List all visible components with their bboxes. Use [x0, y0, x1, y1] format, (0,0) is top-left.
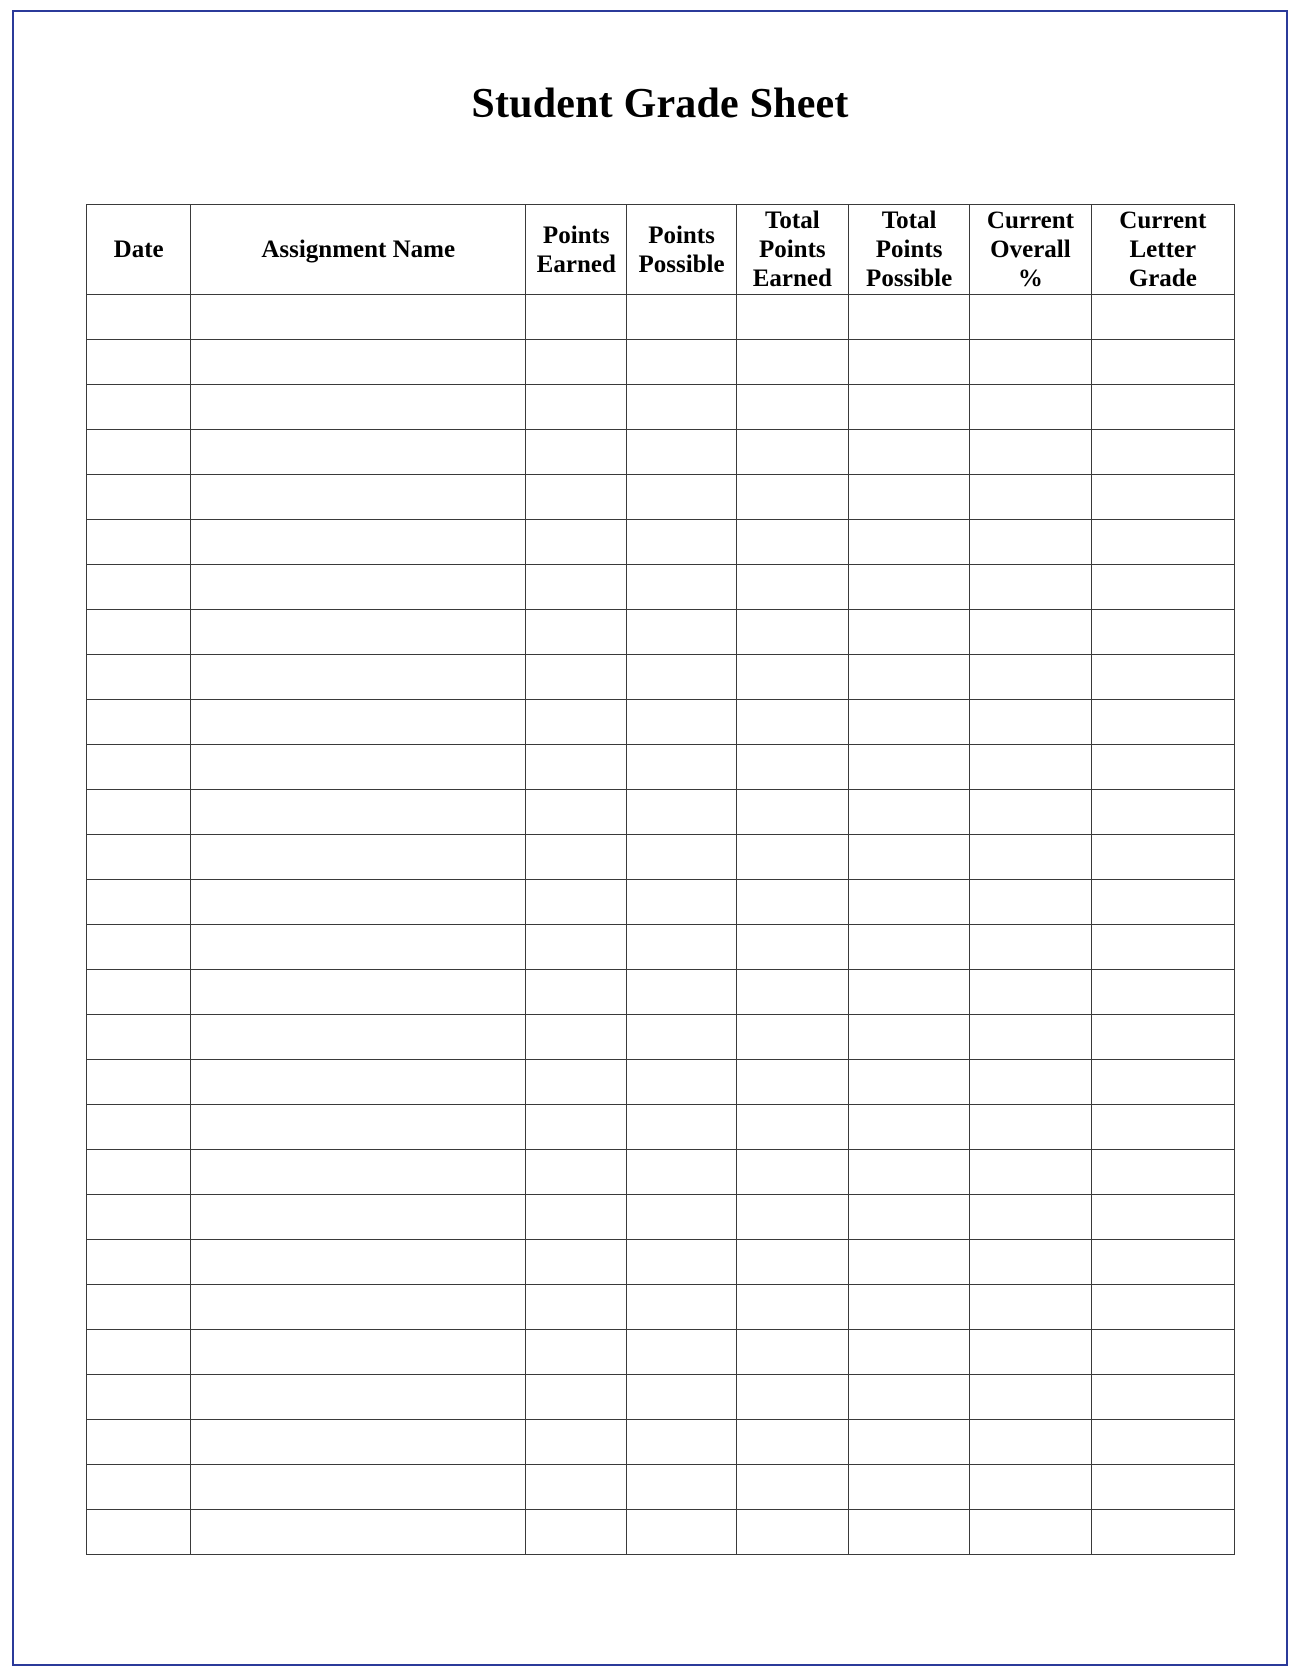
table-cell	[191, 745, 526, 790]
table-cell	[970, 295, 1091, 340]
table-cell	[87, 475, 191, 520]
table-cell	[191, 790, 526, 835]
table-cell	[191, 1105, 526, 1150]
header-line: Total	[764, 207, 820, 234]
table-cell	[526, 1240, 627, 1285]
table-row	[87, 430, 1235, 475]
table-cell	[191, 430, 526, 475]
table-cell	[970, 970, 1091, 1015]
table-cell	[848, 655, 969, 700]
table-cell	[1091, 1015, 1234, 1060]
table-cell	[1091, 835, 1234, 880]
table-cell	[627, 430, 736, 475]
table-cell	[627, 565, 736, 610]
table-cell	[736, 1150, 848, 1195]
table-cell	[736, 1105, 848, 1150]
table-cell	[526, 1015, 627, 1060]
table-row	[87, 1420, 1235, 1465]
table-cell	[627, 1195, 736, 1240]
table-row	[87, 610, 1235, 655]
col-header-points-earned	[526, 205, 627, 295]
table-cell	[848, 1015, 969, 1060]
table-cell	[848, 1330, 969, 1375]
table-cell	[87, 1060, 191, 1105]
table-cell	[87, 790, 191, 835]
table-cell	[736, 1285, 848, 1330]
table-cell	[627, 1330, 736, 1375]
table-cell	[191, 1510, 526, 1555]
table-cell	[970, 1150, 1091, 1195]
table-row	[87, 1015, 1235, 1060]
table-cell	[970, 340, 1091, 385]
table-cell	[526, 880, 627, 925]
table-cell	[970, 430, 1091, 475]
table-cell	[848, 385, 969, 430]
table-cell	[627, 835, 736, 880]
table-cell	[191, 1375, 526, 1420]
header-line: Points	[758, 236, 826, 263]
grade-table	[86, 204, 1235, 1555]
table-cell	[736, 745, 848, 790]
table-cell	[627, 925, 736, 970]
table-cell	[627, 340, 736, 385]
table-cell	[526, 835, 627, 880]
table-cell	[736, 385, 848, 430]
table-cell	[87, 1150, 191, 1195]
header-line: Date	[113, 236, 164, 263]
table-cell	[627, 880, 736, 925]
table-cell	[970, 790, 1091, 835]
table-cell	[970, 1015, 1091, 1060]
table-row	[87, 1195, 1235, 1240]
table-cell	[848, 1195, 969, 1240]
table-cell	[87, 1015, 191, 1060]
table-cell	[526, 520, 627, 565]
table-cell	[736, 655, 848, 700]
table-row	[87, 655, 1235, 700]
table-cell	[627, 1375, 736, 1420]
table-cell	[627, 610, 736, 655]
table-cell	[1091, 1330, 1234, 1375]
table-cell	[87, 880, 191, 925]
table-cell	[1091, 1375, 1234, 1420]
table-row	[87, 1285, 1235, 1330]
table-cell	[736, 790, 848, 835]
table-cell	[191, 610, 526, 655]
table-cell	[627, 520, 736, 565]
table-row	[87, 475, 1235, 520]
table-cell	[970, 925, 1091, 970]
table-cell	[1091, 430, 1234, 475]
table-cell	[736, 430, 848, 475]
table-cell	[736, 1510, 848, 1555]
table-cell	[848, 1105, 969, 1150]
table-cell	[970, 1420, 1091, 1465]
table-cell	[1091, 1285, 1234, 1330]
table-cell	[627, 790, 736, 835]
table-cell	[1091, 1195, 1234, 1240]
table-row	[87, 565, 1235, 610]
table-cell	[627, 1240, 736, 1285]
table-cell	[970, 610, 1091, 655]
header-line: Points	[648, 221, 715, 249]
col-header-total-points-possible	[848, 205, 969, 295]
table-cell	[970, 655, 1091, 700]
table-cell	[627, 1150, 736, 1195]
table-cell	[526, 700, 627, 745]
header-line: Assignment Name	[261, 236, 456, 263]
table-cell	[970, 1240, 1091, 1285]
table-cell	[526, 610, 627, 655]
table-cell	[1091, 385, 1234, 430]
table-row	[87, 1105, 1235, 1150]
table-cell	[87, 1240, 191, 1285]
table-cell	[970, 700, 1091, 745]
table-row	[87, 1510, 1235, 1555]
table-cell	[736, 1465, 848, 1510]
table-row	[87, 340, 1235, 385]
table-cell	[736, 970, 848, 1015]
header-line: Possible	[638, 250, 725, 278]
table-cell	[627, 1510, 736, 1555]
table-cell	[848, 610, 969, 655]
table-cell	[526, 565, 627, 610]
table-row	[87, 970, 1235, 1015]
table-cell	[191, 475, 526, 520]
table-cell	[970, 475, 1091, 520]
table-cell	[526, 430, 627, 475]
table-cell	[191, 1195, 526, 1240]
table-cell	[627, 1465, 736, 1510]
table-cell	[1091, 1105, 1234, 1150]
table-cell	[191, 700, 526, 745]
table-cell	[970, 520, 1091, 565]
table-cell	[1091, 340, 1234, 385]
table-cell	[736, 1195, 848, 1240]
table-cell	[848, 745, 969, 790]
table-cell	[1091, 1240, 1234, 1285]
table-cell	[970, 1060, 1091, 1105]
table-cell	[526, 1465, 627, 1510]
table-cell	[736, 610, 848, 655]
table-cell	[848, 1285, 969, 1330]
table-cell	[970, 385, 1091, 430]
table-cell	[848, 340, 969, 385]
table-cell	[627, 655, 736, 700]
table-cell	[1091, 1510, 1234, 1555]
table-cell	[87, 655, 191, 700]
header-line: Overall	[990, 236, 1071, 263]
table-cell	[87, 700, 191, 745]
table-row	[87, 1330, 1235, 1375]
table-cell	[87, 1105, 191, 1150]
table-cell	[526, 790, 627, 835]
table-cell	[526, 1285, 627, 1330]
table-cell	[736, 1330, 848, 1375]
table-cell	[87, 1330, 191, 1375]
table-row	[87, 1240, 1235, 1285]
table-cell	[526, 1375, 627, 1420]
table-cell	[848, 925, 969, 970]
table-cell	[87, 1285, 191, 1330]
table-cell	[627, 1420, 736, 1465]
table-cell	[848, 790, 969, 835]
table-row	[87, 520, 1235, 565]
header-line: Points	[875, 236, 943, 263]
table-row	[87, 385, 1235, 430]
table-cell	[526, 745, 627, 790]
header-line: Earned	[752, 265, 832, 292]
table-cell	[1091, 655, 1234, 700]
col-header-total-points-earned	[736, 205, 848, 295]
table-row	[87, 880, 1235, 925]
table-cell	[87, 430, 191, 475]
table-cell	[191, 340, 526, 385]
table-cell	[87, 385, 191, 430]
header-line: Possible	[866, 265, 953, 292]
table-cell	[1091, 790, 1234, 835]
table-cell	[848, 295, 969, 340]
table-cell	[191, 1150, 526, 1195]
table-cell	[848, 1375, 969, 1420]
table-cell	[191, 565, 526, 610]
table-cell	[191, 1015, 526, 1060]
table-row	[87, 295, 1235, 340]
table-cell	[848, 1420, 969, 1465]
table-cell	[87, 835, 191, 880]
header-row	[87, 205, 1235, 295]
table-cell	[526, 1330, 627, 1375]
table-cell	[191, 1330, 526, 1375]
col-header-current-letter-grade	[1091, 205, 1234, 295]
table-cell	[848, 430, 969, 475]
table-cell	[736, 1375, 848, 1420]
table-row	[87, 925, 1235, 970]
table-cell	[1091, 745, 1234, 790]
table-cell	[1091, 880, 1234, 925]
table-cell	[627, 1285, 736, 1330]
col-header-current-overall-percent	[970, 205, 1091, 295]
table-cell	[736, 1240, 848, 1285]
table-cell	[191, 925, 526, 970]
table-cell	[970, 1195, 1091, 1240]
table-cell	[87, 340, 191, 385]
table-cell	[526, 1195, 627, 1240]
table-cell	[970, 1285, 1091, 1330]
header-line: Earned	[536, 250, 616, 278]
table-cell	[191, 1240, 526, 1285]
table-cell	[970, 745, 1091, 790]
table-cell	[526, 475, 627, 520]
table-cell	[191, 970, 526, 1015]
header-line: Current	[1119, 207, 1207, 234]
table-cell	[1091, 565, 1234, 610]
table-cell	[627, 970, 736, 1015]
table-cell	[526, 925, 627, 970]
table-cell	[1091, 700, 1234, 745]
table-cell	[1091, 520, 1234, 565]
header-line: %	[1017, 265, 1043, 292]
table-row	[87, 1465, 1235, 1510]
table-cell	[526, 1060, 627, 1105]
header-line: Points	[542, 221, 610, 249]
table-row	[87, 1150, 1235, 1195]
table-cell	[970, 880, 1091, 925]
table-cell	[848, 1465, 969, 1510]
table-cell	[970, 1465, 1091, 1510]
table-cell	[848, 475, 969, 520]
table-cell	[627, 295, 736, 340]
table-cell	[848, 1150, 969, 1195]
table-cell	[191, 835, 526, 880]
header-line: Grade	[1128, 265, 1197, 292]
table-cell	[1091, 1060, 1234, 1105]
table-cell	[87, 970, 191, 1015]
table-cell	[526, 970, 627, 1015]
table-cell	[627, 1060, 736, 1105]
table-cell	[1091, 610, 1234, 655]
table-cell	[627, 385, 736, 430]
table-cell	[970, 1105, 1091, 1150]
grade-table-body	[87, 295, 1235, 1555]
table-cell	[970, 1510, 1091, 1555]
table-cell	[526, 1510, 627, 1555]
header-line: Current	[986, 207, 1074, 234]
table-cell	[87, 745, 191, 790]
table-cell	[848, 1240, 969, 1285]
table-cell	[736, 835, 848, 880]
table-cell	[87, 925, 191, 970]
table-row	[87, 1375, 1235, 1420]
table-cell	[87, 565, 191, 610]
col-header-points-possible	[627, 205, 736, 295]
table-cell	[1091, 925, 1234, 970]
table-cell	[736, 520, 848, 565]
table-row	[87, 745, 1235, 790]
table-cell	[191, 1420, 526, 1465]
table-cell	[848, 1510, 969, 1555]
table-cell	[736, 925, 848, 970]
table-cell	[191, 1465, 526, 1510]
table-cell	[87, 520, 191, 565]
table-cell	[526, 1150, 627, 1195]
table-cell	[970, 565, 1091, 610]
table-cell	[1091, 1150, 1234, 1195]
table-cell	[526, 1420, 627, 1465]
table-cell	[191, 385, 526, 430]
table-cell	[736, 340, 848, 385]
header-line: Letter	[1129, 236, 1197, 263]
table-cell	[87, 1420, 191, 1465]
table-row	[87, 835, 1235, 880]
table-cell	[87, 1465, 191, 1510]
table-cell	[736, 700, 848, 745]
table-cell	[736, 880, 848, 925]
table-cell	[1091, 970, 1234, 1015]
table-cell	[526, 385, 627, 430]
table-cell	[736, 1420, 848, 1465]
table-cell	[87, 1510, 191, 1555]
table-cell	[526, 295, 627, 340]
table-cell	[191, 1060, 526, 1105]
table-cell	[1091, 295, 1234, 340]
table-cell	[736, 295, 848, 340]
col-header-assignment-name	[191, 205, 526, 295]
table-cell	[526, 655, 627, 700]
table-row	[87, 1060, 1235, 1105]
table-row	[87, 790, 1235, 835]
table-cell	[736, 1015, 848, 1060]
table-cell	[848, 1060, 969, 1105]
table-cell	[87, 610, 191, 655]
table-cell	[191, 880, 526, 925]
table-cell	[191, 295, 526, 340]
table-cell	[848, 700, 969, 745]
table-cell	[970, 835, 1091, 880]
table-cell	[848, 880, 969, 925]
col-header-date	[87, 205, 191, 295]
table-cell	[191, 1285, 526, 1330]
table-row	[87, 700, 1235, 745]
table-cell	[848, 970, 969, 1015]
table-cell	[526, 340, 627, 385]
table-cell	[970, 1330, 1091, 1375]
table-cell	[87, 1375, 191, 1420]
table-cell	[970, 1375, 1091, 1420]
table-cell	[87, 1195, 191, 1240]
table-cell	[1091, 475, 1234, 520]
table-cell	[627, 745, 736, 790]
table-cell	[87, 295, 191, 340]
table-cell	[1091, 1420, 1234, 1465]
table-cell	[627, 475, 736, 520]
table-cell	[848, 520, 969, 565]
table-cell	[736, 1060, 848, 1105]
table-cell	[191, 655, 526, 700]
table-cell	[627, 1015, 736, 1060]
table-cell	[736, 565, 848, 610]
table-cell	[526, 1105, 627, 1150]
table-cell	[191, 520, 526, 565]
table-cell	[848, 835, 969, 880]
table-cell	[848, 565, 969, 610]
header-line: Total	[881, 207, 937, 234]
table-cell	[736, 475, 848, 520]
page-title: Student Grade Sheet	[471, 81, 849, 127]
table-cell	[627, 700, 736, 745]
table-cell	[627, 1105, 736, 1150]
table-cell	[1091, 1465, 1234, 1510]
